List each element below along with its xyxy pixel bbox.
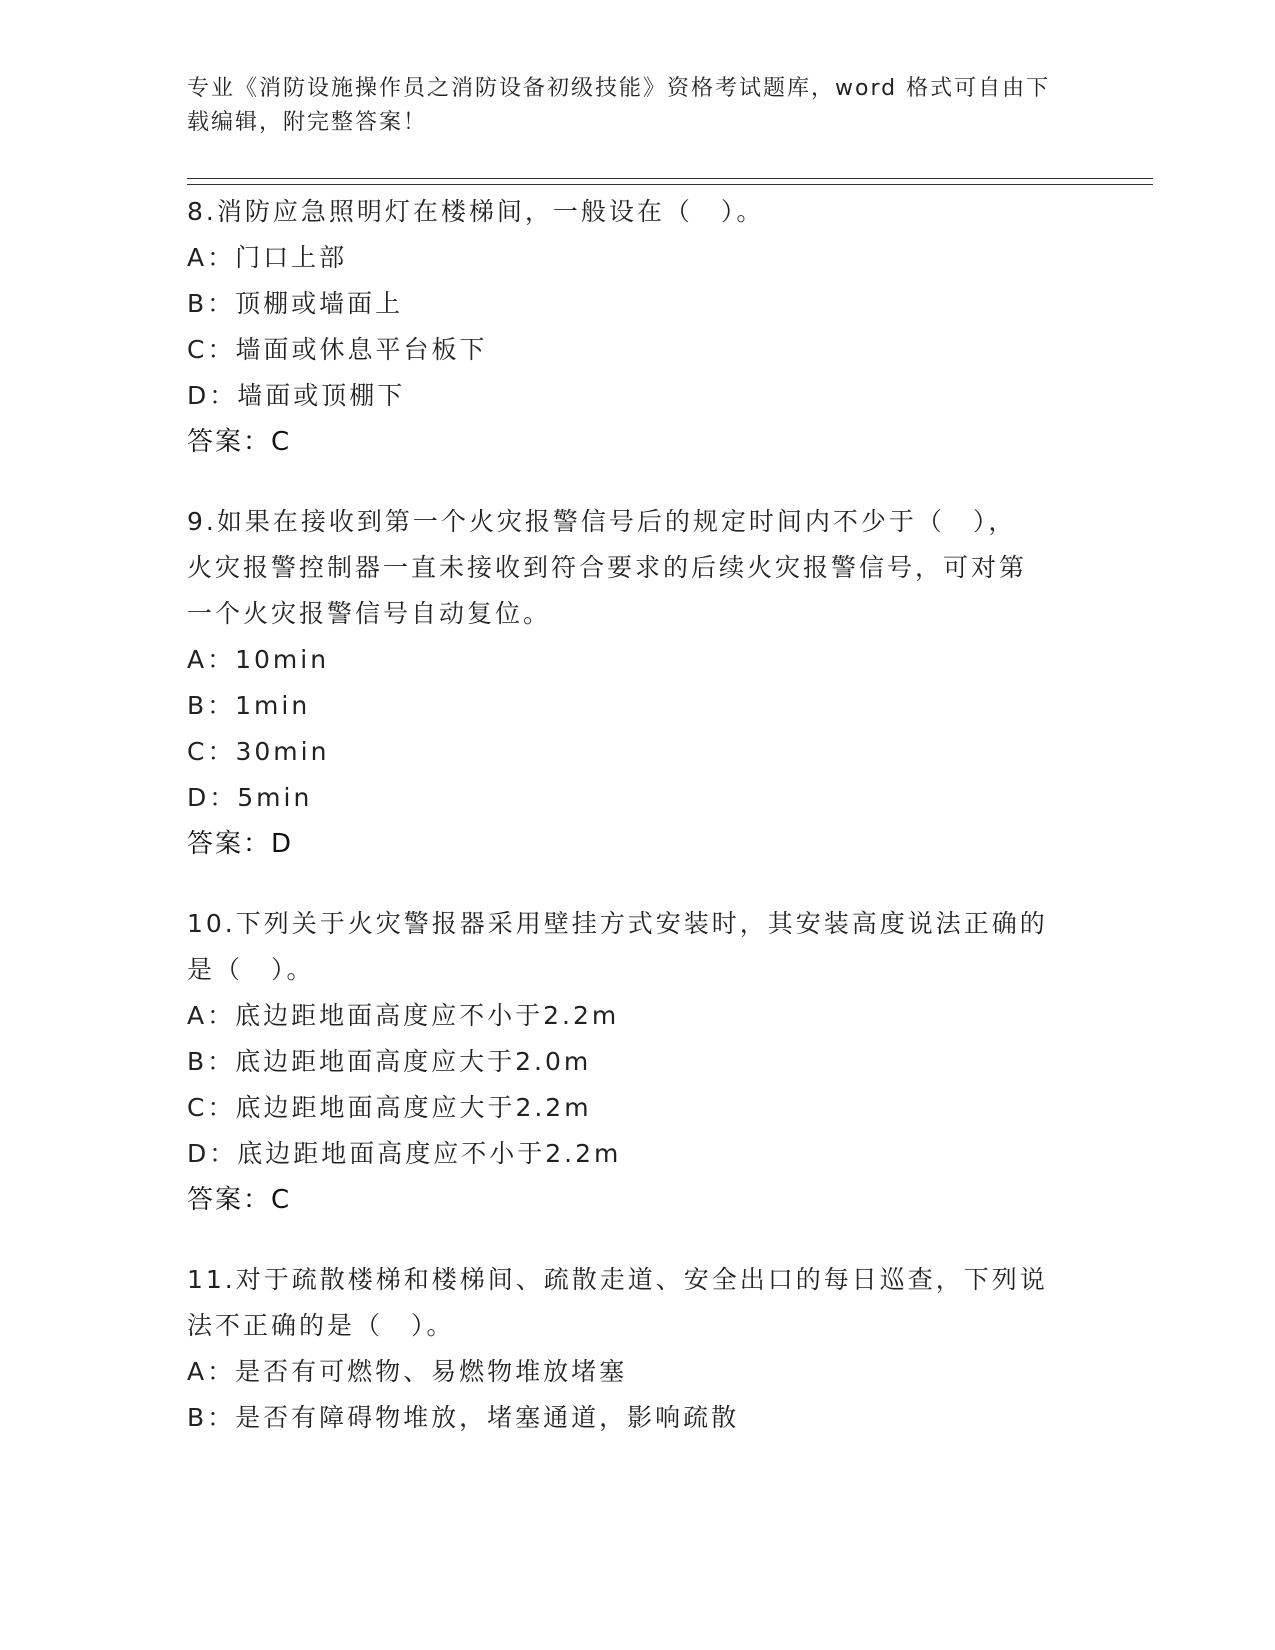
stem-line: 11.对于疏散楼梯和楼梯间、疏散走道、安全出口的每日巡查，下列说 bbox=[187, 1265, 1048, 1294]
option-a: A：底边距地面高度应不小于2.2m bbox=[187, 1001, 620, 1030]
stem-line: 法不正确的是（ ）。 bbox=[187, 1311, 455, 1340]
question-stem bbox=[187, 189, 1087, 235]
stem-line: 火灾报警控制器一直未接收到符合要求的后续火灾报警信号，可对第 bbox=[187, 553, 1028, 582]
option-c: C：底边距地面高度应大于2.2m bbox=[187, 1093, 592, 1122]
question-list bbox=[187, 189, 1087, 1475]
stem-line: 10.下列关于火灾警报器采用壁挂方式安装时，其安装高度说法正确的 bbox=[187, 909, 1048, 938]
option-a: A：10min bbox=[187, 645, 330, 674]
document-header bbox=[187, 72, 1067, 140]
answer: 答案：C bbox=[187, 1185, 292, 1215]
question-stem bbox=[187, 499, 1087, 637]
option-c: C：30min bbox=[187, 737, 330, 766]
option-b: B：1min bbox=[187, 691, 311, 720]
option-b: B：底边距地面高度应大于2.0m bbox=[187, 1047, 592, 1076]
option-a: A：门口上部 bbox=[187, 243, 348, 272]
option-d: D：墙面或顶棚下 bbox=[187, 381, 406, 410]
option-d: D：5min bbox=[187, 783, 313, 812]
option-d: D：底边距地面高度应不小于2.2m bbox=[187, 1139, 622, 1168]
stem-line: 一个火灾报警信号自动复位。 bbox=[187, 599, 552, 628]
answer: 答案：D bbox=[187, 829, 294, 859]
option-b: B：顶棚或墙面上 bbox=[187, 289, 404, 318]
question-8 bbox=[187, 189, 1087, 465]
header-divider-top bbox=[187, 178, 1153, 179]
header-line-1: 专业《消防设施操作员之消防设备初级技能》资格考试题库，word 格式可自由下 bbox=[187, 76, 1051, 101]
header-divider-bottom bbox=[187, 184, 1153, 185]
stem-line: 8.消防应急照明灯在楼梯间，一般设在（ ）。 bbox=[187, 197, 765, 226]
question-10 bbox=[187, 901, 1087, 1223]
option-b: B：是否有障碍物堆放，堵塞通道，影响疏散 bbox=[187, 1403, 740, 1432]
option-c: C：墙面或休息平台板下 bbox=[187, 335, 488, 364]
option-a: A：是否有可燃物、易燃物堆放堵塞 bbox=[187, 1357, 628, 1386]
answer: 答案：C bbox=[187, 427, 292, 457]
stem-line: 是（ ）。 bbox=[187, 955, 315, 984]
question-11 bbox=[187, 1257, 1087, 1441]
header-line-2: 载编辑，附完整答案！ bbox=[187, 110, 428, 135]
question-stem bbox=[187, 1257, 1087, 1349]
question-stem bbox=[187, 901, 1087, 993]
stem-line: 9.如果在接收到第一个火灾报警信号后的规定时间内不少于（ ）， bbox=[187, 507, 1017, 536]
question-9 bbox=[187, 499, 1087, 867]
